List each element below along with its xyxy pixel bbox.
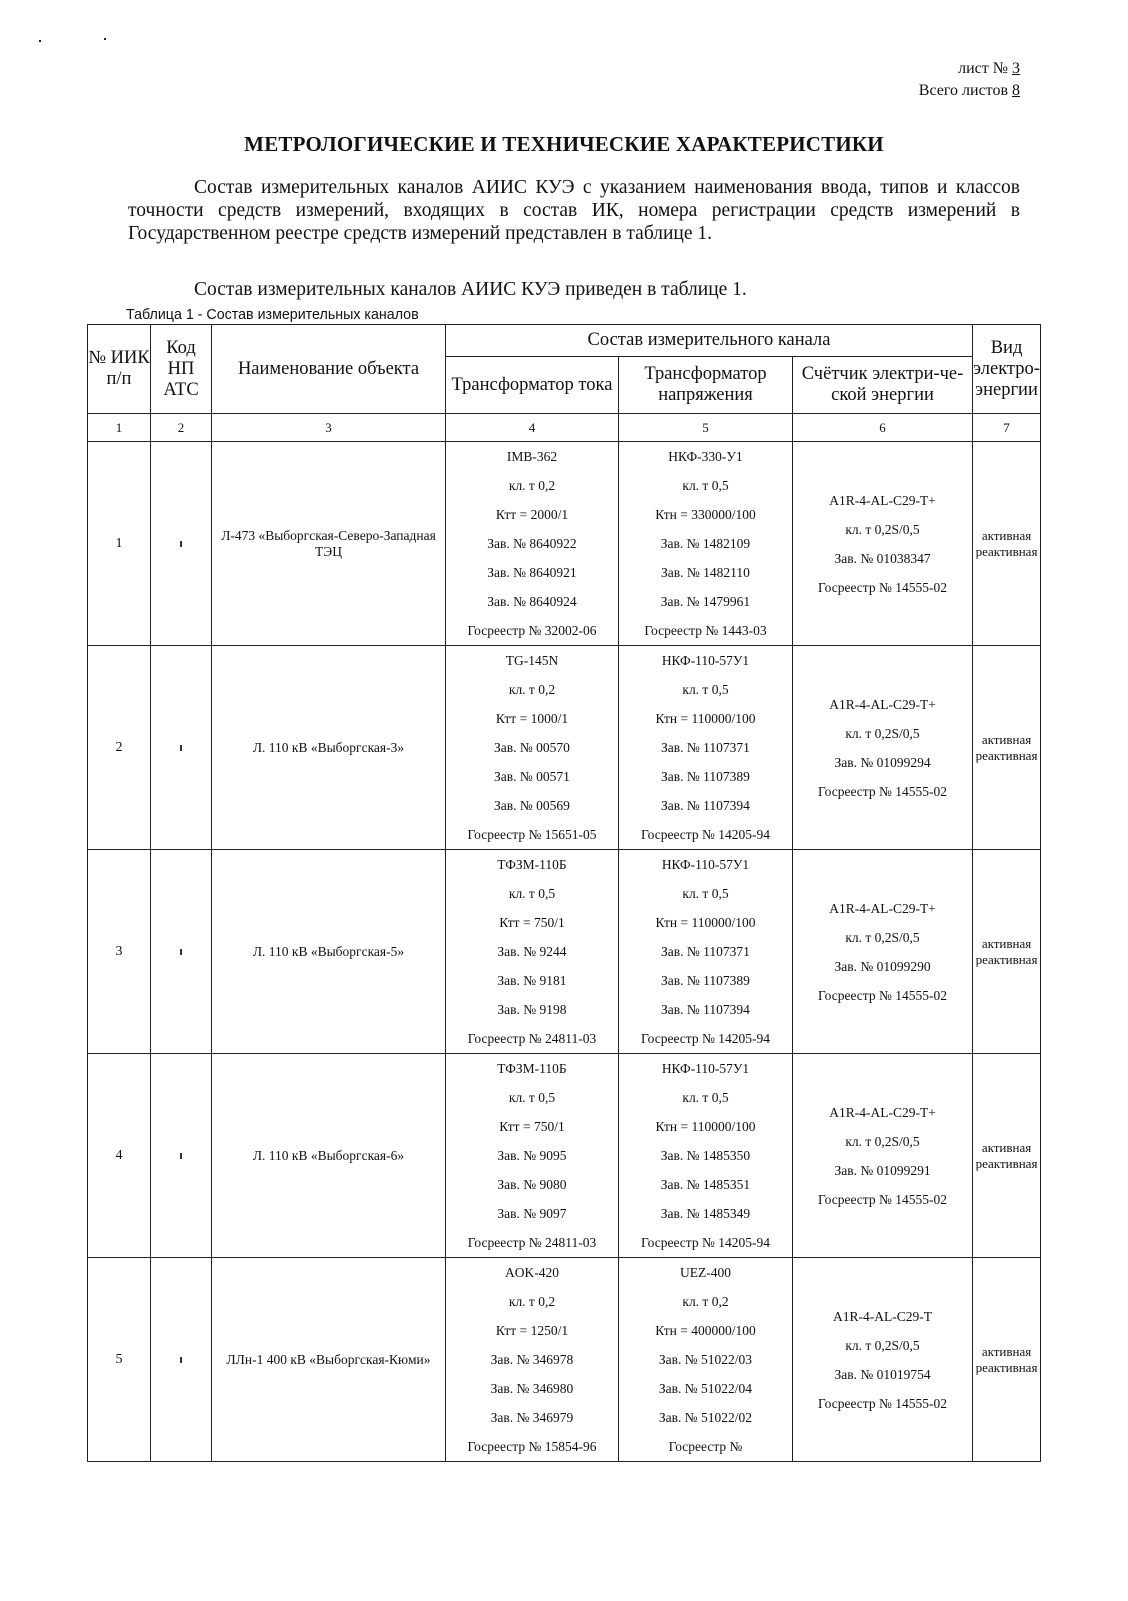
cell-line: Госреестр № 15651-05 bbox=[467, 827, 597, 842]
scan-speck bbox=[39, 40, 41, 42]
cell-line: Госреестр № 14205-94 bbox=[641, 1235, 770, 1250]
table-reference-paragraph: Состав измерительных каналов АИИС КУЭ приведен в таблице 1. bbox=[194, 279, 747, 300]
cell-line: Зав. № 1485349 bbox=[660, 1206, 751, 1221]
meter-cell bbox=[793, 850, 973, 1054]
total-sheets-line bbox=[919, 80, 1020, 102]
cell-line: Зав. № 346980 bbox=[490, 1381, 574, 1396]
cell-line: Зав. № 1482110 bbox=[661, 565, 750, 580]
cell-line: Зав. № 51022/04 bbox=[658, 1381, 753, 1396]
cell-line: Госреестр № 24811-03 bbox=[467, 1031, 597, 1046]
sheet-label: лист № bbox=[958, 60, 1008, 77]
meter-cell bbox=[793, 1054, 973, 1258]
cell-line: Госреестр № 14205-94 bbox=[641, 1031, 770, 1046]
cell-line: Ктт = 1000/1 bbox=[495, 711, 569, 726]
column-number: 7 bbox=[973, 414, 1041, 442]
column-number: 2 bbox=[151, 414, 212, 442]
cell-line: кл. т 0,5 bbox=[682, 1090, 729, 1105]
voltage-transformer-cell bbox=[619, 1258, 793, 1462]
cell-line: Госреестр № 1443-03 bbox=[644, 623, 767, 638]
cell-line: НКФ-330-У1 bbox=[668, 449, 743, 464]
current-transformer-cell bbox=[446, 1258, 619, 1462]
cell-line: Зав. № 1107394 bbox=[661, 1002, 750, 1017]
sheet-number-line bbox=[919, 58, 1020, 80]
cell-line: A1R-4-AL-C29-T+ bbox=[829, 492, 936, 508]
cell-line: Ктт = 750/1 bbox=[499, 1119, 565, 1134]
energy-kind bbox=[973, 850, 1041, 1054]
current-transformer-cell bbox=[446, 1054, 619, 1258]
header-iik-number: № ИИК п/п bbox=[88, 325, 151, 414]
cell-line: Зав. № 01099291 bbox=[834, 1162, 931, 1178]
cell-line: Госреестр № 15854-96 bbox=[467, 1439, 597, 1454]
cell-line: Зав. № 1107371 bbox=[661, 944, 750, 959]
table-row bbox=[88, 646, 1041, 850]
cell-line: кл. т 0,2S/0,5 bbox=[845, 929, 920, 945]
table-row bbox=[88, 1054, 1041, 1258]
cell-line: Зав. № 1485351 bbox=[660, 1177, 751, 1192]
table-body bbox=[88, 442, 1041, 1462]
cell-line: A1R-4-AL-C29-T+ bbox=[829, 1104, 936, 1120]
cell-line: кл. т 0,5 bbox=[508, 886, 556, 901]
energy-kind-text: активная реактивная bbox=[975, 731, 1038, 763]
table-caption: Таблица 1 - Состав измерительных каналов bbox=[126, 306, 419, 323]
cell-line: Зав. № 9080 bbox=[497, 1177, 567, 1192]
cell-line: IMB-362 bbox=[506, 449, 558, 464]
cell-line: Зав. № 1107389 bbox=[661, 973, 750, 988]
cell-line: AOK-420 bbox=[505, 1265, 559, 1280]
cell-line: TG-145N bbox=[505, 653, 559, 668]
object-name: Л. 110 кВ «Выборгская-3» bbox=[212, 646, 446, 850]
cell-line: Зав. № 00570 bbox=[494, 740, 570, 755]
energy-kind bbox=[973, 1054, 1041, 1258]
header-energy-meter: Счётчик электри-че-ской энергии bbox=[793, 357, 973, 414]
energy-kind bbox=[973, 646, 1041, 850]
cell-line: кл. т 0,2 bbox=[508, 682, 556, 697]
cell-line: Зав. № 9095 bbox=[497, 1148, 567, 1163]
current-transformer-cell bbox=[446, 646, 619, 850]
cell-line: Зав. № 1107371 bbox=[661, 740, 750, 755]
cell-line: Ктн = 110000/100 bbox=[655, 915, 756, 930]
cell-line: Госреестр № 14555-02 bbox=[818, 579, 947, 595]
cell-line: Зав. № 346978 bbox=[490, 1352, 574, 1367]
cell-line: Зав. № 1479961 bbox=[660, 594, 751, 609]
cell-line: кл. т 0,5 bbox=[508, 1090, 556, 1105]
cell-line: Зав. № 9244 bbox=[497, 944, 567, 959]
cell-line: A1R-4-AL-C29-T+ bbox=[829, 900, 936, 916]
energy-kind-text: активная реактивная bbox=[975, 1139, 1038, 1171]
meter-cell bbox=[793, 646, 973, 850]
cell-line: Зав. № 8640924 bbox=[487, 594, 577, 609]
cell-line: Госреестр № 14555-02 bbox=[818, 1395, 947, 1411]
code-mark bbox=[180, 1153, 182, 1159]
document-title: МЕТРОЛОГИЧЕСКИЕ И ТЕХНИЧЕСКИЕ ХАРАКТЕРИСТИКИ bbox=[244, 132, 884, 156]
cell-line: Зав. № 01038347 bbox=[834, 550, 931, 566]
cell-line: Зав. № 1107389 bbox=[661, 769, 750, 784]
voltage-transformer-cell bbox=[619, 442, 793, 646]
sheet-number: 3 bbox=[1012, 60, 1020, 77]
cell-line: Зав. № 1485350 bbox=[660, 1148, 751, 1163]
current-transformer-cell bbox=[446, 442, 619, 646]
total-sheets-label: Всего листов bbox=[918, 82, 1008, 99]
cell-line: Ктн = 110000/100 bbox=[655, 711, 756, 726]
cell-line: UEZ-400 bbox=[680, 1265, 731, 1280]
cell-line: Ктн = 330000/100 bbox=[655, 507, 756, 522]
cell-line: НКФ-110-57У1 bbox=[661, 1061, 750, 1076]
cell-line: кл. т 0,2S/0,5 bbox=[845, 521, 920, 537]
column-numbers-row bbox=[88, 414, 1041, 442]
header-current-transformer: Трансформатор тока bbox=[446, 357, 619, 414]
header-object-name: Наименование объекта bbox=[212, 325, 446, 414]
row-code bbox=[151, 646, 212, 850]
code-mark bbox=[180, 541, 182, 547]
cell-line: Госреестр № 14555-02 bbox=[818, 987, 947, 1003]
cell-line: кл. т 0,2 bbox=[508, 1294, 556, 1309]
total-sheets-number: 8 bbox=[1012, 82, 1020, 99]
measurement-channels-table bbox=[87, 324, 1041, 1462]
cell-line: Зав. № 1482109 bbox=[660, 536, 751, 551]
table-row bbox=[88, 442, 1041, 646]
object-name: Л. 110 кВ «Выборгская-5» bbox=[212, 850, 446, 1054]
row-code bbox=[151, 442, 212, 646]
object-name: Л-473 «Выборгская-Северо-Западная ТЭЦ bbox=[212, 442, 446, 646]
cell-line: Зав. № 8640921 bbox=[487, 565, 577, 580]
cell-line: Госреестр № 32002-06 bbox=[467, 623, 597, 638]
row-code bbox=[151, 1258, 212, 1462]
row-index: 4 bbox=[88, 1054, 151, 1258]
cell-line: кл. т 0,2 bbox=[508, 478, 556, 493]
cell-line: Госреестр № 24811-03 bbox=[467, 1235, 597, 1250]
current-transformer-cell bbox=[446, 850, 619, 1054]
column-number: 3 bbox=[212, 414, 446, 442]
cell-line: A1R-4-AL-C29-T bbox=[833, 1308, 932, 1324]
intro-paragraph: Состав измерительных каналов АИИС КУЭ с указанием наименования ввода, типов и классов точности средств измерений, входящих в состав ИК, номера регистрации средств измерений в Государственном реестре средств измерений представлен в таблице 1. bbox=[128, 177, 1020, 244]
row-index: 3 bbox=[88, 850, 151, 1054]
energy-kind bbox=[973, 1258, 1041, 1462]
energy-kind-text: активная реактивная bbox=[975, 935, 1038, 967]
cell-line: Зав. № 00569 bbox=[494, 798, 570, 813]
object-name: ЛЛн-1 400 кВ «Выборгская-Кюми» bbox=[212, 1258, 446, 1462]
cell-line: кл. т 0,2S/0,5 bbox=[845, 1337, 920, 1353]
code-mark bbox=[180, 1357, 182, 1363]
voltage-transformer-cell bbox=[619, 646, 793, 850]
meter-cell bbox=[793, 442, 973, 646]
energy-kind bbox=[973, 442, 1041, 646]
energy-kind-text: активная реактивная bbox=[975, 527, 1038, 559]
cell-line: кл. т 0,2S/0,5 bbox=[845, 725, 920, 741]
cell-line: Зав. № 01099294 bbox=[834, 754, 931, 770]
cell-line: Зав. № 9198 bbox=[497, 1002, 567, 1017]
cell-line: Госреестр № bbox=[668, 1439, 743, 1454]
table-row bbox=[88, 850, 1041, 1054]
row-code bbox=[151, 850, 212, 1054]
cell-line: Зав. № 8640922 bbox=[487, 536, 577, 551]
header-energy-kind: Вид электро-энергии bbox=[973, 325, 1041, 414]
cell-line: кл. т 0,5 bbox=[682, 682, 729, 697]
row-code bbox=[151, 1054, 212, 1258]
cell-line: Ктт = 1250/1 bbox=[495, 1323, 569, 1338]
code-mark bbox=[180, 949, 182, 955]
row-index: 5 bbox=[88, 1258, 151, 1462]
code-mark bbox=[180, 745, 182, 751]
energy-kind-text: активная реактивная bbox=[975, 1343, 1038, 1375]
cell-line: ТФЗМ-110Б bbox=[497, 857, 567, 872]
column-number: 1 bbox=[88, 414, 151, 442]
cell-line: Зав. № 346979 bbox=[490, 1410, 574, 1425]
cell-line: Ктн = 400000/100 bbox=[655, 1323, 756, 1338]
column-number: 5 bbox=[619, 414, 793, 442]
cell-line: Зав. № 01099290 bbox=[834, 958, 931, 974]
sheet-info bbox=[919, 58, 1020, 102]
cell-line: кл. т 0,2S/0,5 bbox=[845, 1133, 920, 1149]
cell-line: Зав. № 01019754 bbox=[834, 1366, 931, 1382]
cell-line: Ктт = 750/1 bbox=[499, 915, 565, 930]
column-number: 6 bbox=[793, 414, 973, 442]
cell-line: кл. т 0,5 bbox=[682, 478, 729, 493]
meter-cell bbox=[793, 1258, 973, 1462]
cell-line: Зав. № 51022/02 bbox=[658, 1410, 753, 1425]
cell-line: ТФЗМ-110Б bbox=[497, 1061, 567, 1076]
cell-line: Зав. № 00571 bbox=[494, 769, 570, 784]
voltage-transformer-cell bbox=[619, 850, 793, 1054]
cell-line: Зав. № 1107394 bbox=[661, 798, 750, 813]
cell-line: НКФ-110-57У1 bbox=[661, 653, 750, 668]
cell-line: НКФ-110-57У1 bbox=[661, 857, 750, 872]
header-voltage-transformer: Трансформатор напряжения bbox=[619, 357, 793, 414]
scan-speck bbox=[104, 38, 106, 40]
cell-line: Госреестр № 14205-94 bbox=[641, 827, 770, 842]
cell-line: Зав. № 9097 bbox=[497, 1206, 567, 1221]
row-index: 1 bbox=[88, 442, 151, 646]
cell-line: кл. т 0,5 bbox=[682, 886, 729, 901]
cell-line: Госреестр № 14555-02 bbox=[818, 783, 947, 799]
cell-line: Ктн = 110000/100 bbox=[655, 1119, 756, 1134]
header-code-np-ats: Код НП АТС bbox=[151, 325, 212, 414]
cell-line: кл. т 0,2 bbox=[682, 1294, 729, 1309]
cell-line: A1R-4-AL-C29-T+ bbox=[829, 696, 936, 712]
voltage-transformer-cell bbox=[619, 1054, 793, 1258]
cell-line: Госреестр № 14555-02 bbox=[818, 1191, 947, 1207]
cell-line: Ктт = 2000/1 bbox=[495, 507, 569, 522]
cell-line: Зав. № 9181 bbox=[497, 973, 567, 988]
table-row bbox=[88, 1258, 1041, 1462]
object-name: Л. 110 кВ «Выборгская-6» bbox=[212, 1054, 446, 1258]
cell-line: Зав. № 51022/03 bbox=[658, 1352, 753, 1367]
header-channel-composition: Состав измерительного канала bbox=[446, 325, 973, 357]
row-index: 2 bbox=[88, 646, 151, 850]
column-number: 4 bbox=[446, 414, 619, 442]
